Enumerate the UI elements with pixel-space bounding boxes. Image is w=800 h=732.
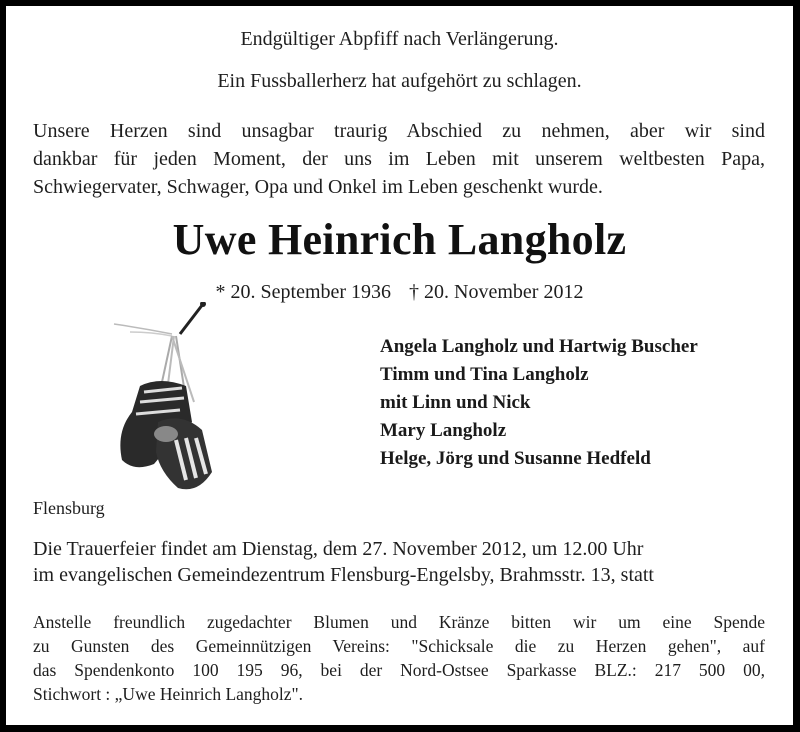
family-member: mit Linn und Nick	[380, 392, 531, 413]
intro-line: dankbar für jeden Moment, der uns im Leben mit unserem weltbesten Papa,	[33, 148, 765, 170]
life-dates	[6, 281, 793, 304]
family-member: Mary Langholz	[380, 420, 507, 441]
donation-info	[33, 610, 765, 706]
service-info	[33, 536, 770, 588]
city: Flensburg	[33, 498, 105, 518]
service-line: Die Trauerfeier findet am Dienstag, dem 27. November 2012, um 12.00 Uhr	[33, 538, 644, 560]
family-member: Angela Langholz und Hartwig Buscher	[380, 336, 698, 357]
deceased-name: Uwe Heinrich Langholz	[172, 215, 627, 264]
birth-date: * 20. September 1936	[215, 281, 392, 303]
death-date: † 20. November 2012	[409, 281, 584, 303]
intro-line: Unsere Herzen sind unsagbar traurig Abschied zu nehmen, aber wir sind	[33, 120, 765, 142]
donation-line: Stichwort : „Uwe Heinrich Langholz".	[33, 684, 304, 704]
donation-line: Anstelle freundlich zugedachter Blumen und Kränze bitten wir um eine Spende	[33, 612, 765, 632]
intro-line: Schwiegervater, Schwager, Opa und Onkel im Leben geschenkt wurde.	[33, 176, 603, 198]
donation-line: das Spendenkonto 100 195 96, bei der Nord-Ostsee Sparkasse BLZ.: 217 500 00,	[33, 660, 765, 680]
family-list	[380, 333, 698, 473]
family-member: Timm und Tina Langholz	[380, 364, 589, 385]
obituary-notice	[6, 6, 793, 725]
family-member: Helge, Jörg und Susanne Hedfeld	[380, 448, 651, 469]
headline-2: Ein Fussballerherz hat aufgehört zu schlagen.	[217, 70, 582, 92]
intro-paragraph	[33, 117, 765, 201]
headline-1: Endgültiger Abpfiff nach Verlängerung.	[240, 28, 559, 50]
football-boots-icon	[102, 302, 222, 492]
donation-line: zu Gunsten des Gemeinnützigen Vereins: "Schicksale die zu Herzen gehen", auf	[33, 636, 765, 656]
service-line: im evangelischen Gemeindezentrum Flensburg-Engelsby, Brahmsstr. 13, statt	[33, 564, 654, 586]
